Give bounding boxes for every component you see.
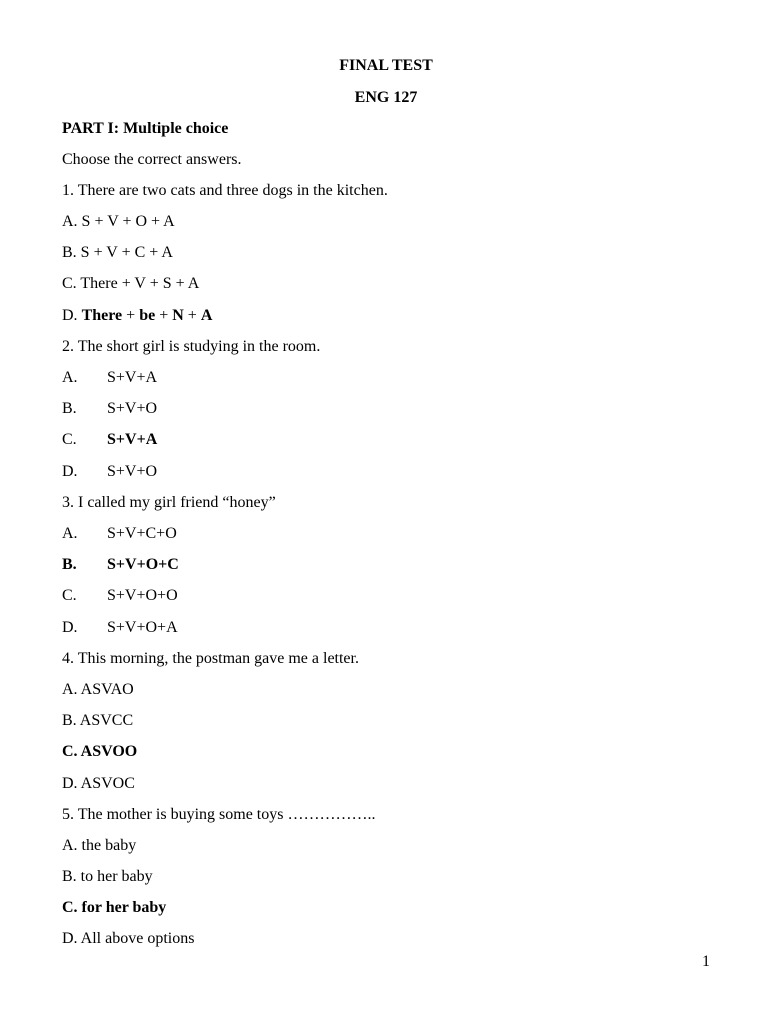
option-joiner: +	[122, 307, 140, 324]
option-letter: D.	[62, 619, 78, 636]
course-code: ENG 127	[354, 89, 418, 106]
question-5-stem: 5. The mother is buying some toys ……………..	[62, 806, 376, 823]
question-4-option-b: B. ASVCC	[62, 712, 134, 729]
option-letter: B.	[62, 556, 77, 573]
question-3-stem: 3. I called my girl friend “honey”	[62, 494, 276, 511]
option-part-be: be	[139, 307, 156, 324]
question-4-option-d: D. ASVOC	[62, 775, 135, 792]
question-2-option-a	[62, 368, 157, 388]
question-2-option-c	[62, 430, 157, 450]
question-5-option-d: D. All above options	[62, 930, 195, 947]
option-joiner: +	[183, 307, 201, 324]
question-3-option-a	[62, 524, 177, 544]
question-4-stem: 4. This morning, the postman gave me a letter.	[62, 650, 359, 667]
option-letter: B.	[62, 400, 77, 417]
question-2-option-b	[62, 399, 157, 419]
question-5-option-b: B. to her baby	[62, 868, 153, 885]
option-label: D.	[62, 307, 78, 324]
question-4-option-c: C. ASVOO	[62, 743, 138, 760]
option-letter: A.	[62, 369, 78, 386]
question-1-stem: 1. There are two cats and three dogs in the kitchen.	[62, 182, 388, 199]
question-1-option-d	[62, 306, 212, 326]
option-value: S+V+O	[107, 463, 158, 480]
question-3-option-b	[62, 555, 179, 575]
part-heading: PART I: Multiple choice	[62, 120, 229, 137]
question-1-option-b: B. S + V + C + A	[62, 244, 173, 261]
option-letter: C.	[62, 431, 77, 448]
question-5-option-c: C. for her baby	[62, 899, 167, 916]
question-5-option-a: A. the baby	[62, 837, 137, 854]
option-value: S+V+O+O	[107, 587, 178, 604]
option-value: S+V+O+C	[107, 556, 179, 573]
option-joiner: +	[155, 307, 173, 324]
question-1-option-c: C. There + V + S + A	[62, 275, 200, 292]
option-letter: D.	[62, 463, 78, 480]
instructions: Choose the correct answers.	[62, 151, 242, 168]
question-4-option-a: A. ASVAO	[62, 681, 134, 698]
question-3-option-d	[62, 618, 178, 638]
question-2-stem: 2. The short girl is studying in the room.	[62, 338, 321, 355]
question-3-option-c	[62, 586, 178, 606]
option-value: S+V+A	[107, 431, 158, 448]
option-value: S+V+A	[107, 369, 158, 386]
option-letter: A.	[62, 525, 78, 542]
option-part-a: A	[200, 307, 213, 324]
option-part-n: N	[172, 307, 184, 324]
question-2-option-d	[62, 462, 157, 482]
option-letter: C.	[62, 587, 77, 604]
option-value: S+V+O+A	[107, 619, 178, 636]
test-title: FINAL TEST	[339, 57, 433, 74]
option-value: S+V+C+O	[107, 525, 177, 542]
option-value: S+V+O	[107, 400, 158, 417]
question-1-option-a: A. S + V + O + A	[62, 213, 175, 230]
page-number: 1	[702, 953, 710, 970]
option-part-there: There	[81, 307, 123, 324]
